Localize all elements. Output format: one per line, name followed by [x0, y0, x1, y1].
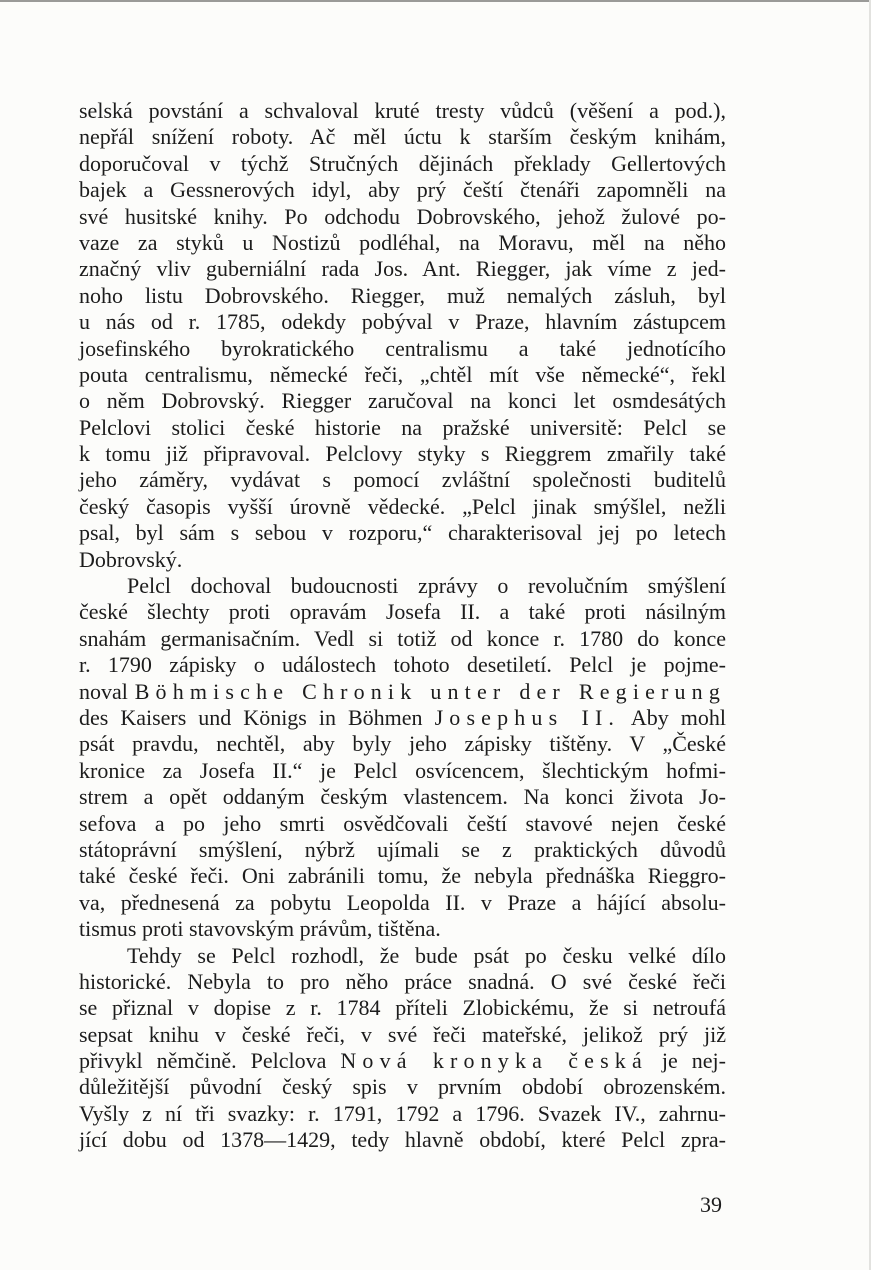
text-line: josefinského byrokratického centralismu a také jednotícího — [79, 335, 726, 361]
text-line: vaze za styků u Nostizů podléhal, na Moravu, měl na něho — [79, 229, 726, 255]
text-segment: noval — [79, 678, 128, 704]
text-line: sepsat knihu v české řeči, v své řeči mateřské, jelikož prý již — [79, 1021, 726, 1047]
text-line: Pelclovi stolici české historie na pražské universitě: Pelcl se — [79, 414, 726, 440]
text-line: důležitější původní český spis v prvním období obrozenském. — [79, 1074, 726, 1100]
page-number: 39 — [700, 1192, 722, 1217]
text-line: psal, byl sám s sebou v rozporu,“ charakterisoval jej po letech — [79, 520, 726, 546]
text-line: Dobrovský. — [79, 546, 183, 572]
text-line: pouta centralismu, německé řeči, „chtěl mít vše německé“, řekl — [79, 361, 726, 387]
text-segment: přivykl němčině. Pelclova — [79, 1048, 327, 1074]
text-line-with-spaced-title — [79, 679, 726, 705]
text-line: va, přednesená za pobytu Leopolda II. v Praze a hájící absolu- — [79, 889, 726, 915]
text-line-with-spaced-title — [79, 705, 726, 731]
text-segment: je nej- — [661, 1048, 726, 1074]
text-line: u nás od r. 1785, odekdy pobýval v Praze, hlavním zástupcem — [79, 309, 726, 335]
paragraph-start-line: Pelcl dochoval budoucnosti zprávy o revolučním smýšlení — [127, 573, 726, 599]
text-line: o něm Dobrovský. Riegger zaručoval na konci let osmdesátých — [79, 388, 726, 414]
page-top-edge — [0, 0, 871, 2]
text-line: značný vliv guberniální rada Jos. Ant. Riegger, jak víme z jed- — [79, 256, 726, 282]
text-line: bajek a Gessnerových idyl, aby prý čeští čtenáři zapomněli na — [79, 177, 726, 203]
text-line-with-spaced-title — [79, 1048, 726, 1074]
text-line: státoprávní smýšlení, nýbrž ujímali se z praktických důvodů — [79, 836, 726, 862]
spaced-title: Josephus II. — [434, 704, 621, 730]
paragraph-start-line: Tehdy se Pelcl rozhodl, že bude psát po česku velké dílo — [127, 942, 726, 968]
text-line: r. 1790 zápisky o událostech tohoto desetiletí. Pelcl je pojme- — [79, 652, 726, 678]
text-line: český časopis vyšší úrovně vědecké. „Pelcl jinak smýšlel, nežli — [79, 493, 726, 519]
spaced-title: Nová kronyka česká — [340, 1048, 648, 1074]
text-line: k tomu již připravoval. Pelclovy styky s Rieggrem zmařily také — [79, 441, 726, 467]
text-line: české šlechty proti opravám Josefa II. a také proti násilným — [79, 599, 726, 625]
text-line: selská povstání a schvaloval kruté tresty vůdců (věšení a pod.), — [79, 98, 726, 123]
text-line: jící dobu od 1378—1429, tedy hlavně období, které Pelcl zpra- — [79, 1127, 726, 1153]
text-line: Vyšly z ní tři svazky: r. 1791, 1792 a 1796. Svazek IV., zahrnu- — [79, 1100, 726, 1126]
text-line: se přiznal v dopise z r. 1784 příteli Zlobickému, že si netroufá — [79, 995, 726, 1021]
text-line: snahám germanisačním. Vedl si totiž od konce r. 1780 do konce — [79, 625, 726, 651]
body-text — [79, 98, 726, 1154]
text-line: strem a opět oddaným českým vlastencem. Na konci života Jo- — [79, 784, 726, 810]
text-segment: des Kaisers und Königs in Böhmen — [79, 704, 423, 730]
text-line: tismus proti stavovským právům, tištěna. — [79, 916, 441, 942]
text-line: své husitské knihy. Po odchodu Dobrovského, jehož žulové po- — [79, 203, 726, 229]
text-segment: Aby mohl — [630, 704, 727, 730]
text-line: nepřál snížení roboty. Ač měl úctu k starším českým knihám, — [79, 124, 726, 150]
text-line: historické. Nebyla to pro něho práce snadná. O své české řeči — [79, 968, 726, 994]
text-line: také české řeči. Oni zabránili tomu, že nebyla přednáška Rieggro- — [79, 863, 726, 889]
text-line: noho listu Dobrovského. Riegger, muž nemalých zásluh, byl — [79, 282, 726, 308]
text-line: psát pravdu, nechtěl, aby byly jeho zápisky tištěny. V „České — [79, 731, 726, 757]
text-line: jeho záměry, vydávat s pomocí zvláštní společnosti buditelů — [79, 467, 726, 493]
text-line: doporučoval v týchž Stručných dějinách překlady Gellertových — [79, 150, 726, 176]
text-line: kronice za Josefa II.“ je Pelcl osvícencem, šlechtickým hofmi- — [79, 757, 726, 783]
spaced-title: Böhmische Chronik unter der Regierung — [134, 678, 726, 704]
text-line: sefova a po jeho smrti osvědčovali čeští stavové nejen české — [79, 810, 726, 836]
